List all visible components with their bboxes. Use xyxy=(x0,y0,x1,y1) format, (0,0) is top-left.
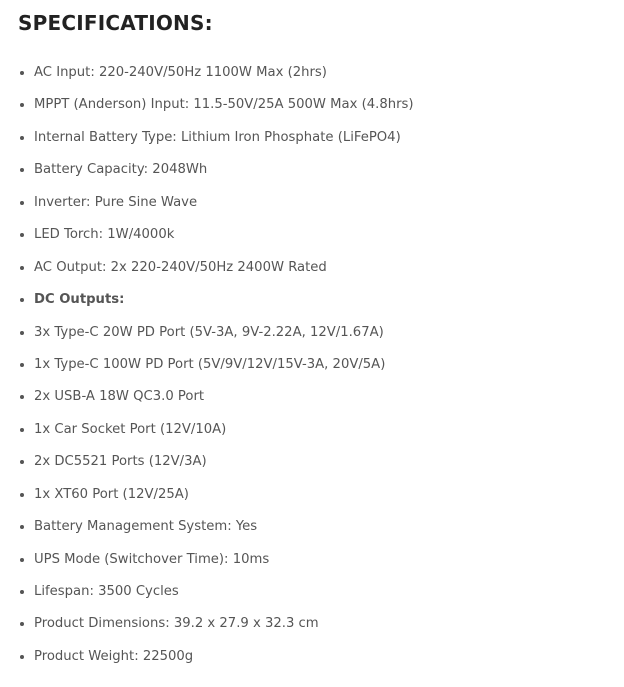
bullet-icon xyxy=(20,71,24,75)
bullet-icon xyxy=(20,525,24,529)
bullet-icon xyxy=(20,622,24,626)
bullet-icon xyxy=(20,201,24,205)
bullet-icon xyxy=(20,103,24,107)
spec-list-item xyxy=(0,479,624,511)
bullet-icon xyxy=(20,233,24,237)
bullet-icon xyxy=(20,298,24,302)
bullet-icon xyxy=(20,331,24,335)
bullet-icon xyxy=(20,395,24,399)
spec-list-item xyxy=(0,219,624,251)
spec-text: 1x Car Socket Port (12V/10A) xyxy=(34,421,227,437)
bullet-icon xyxy=(20,558,24,562)
spec-list-item xyxy=(0,349,624,381)
bullet-icon xyxy=(20,363,24,367)
spec-text: MPPT (Anderson) Input: 11.5-50V/25A 500W Max (4.8hrs) xyxy=(34,97,414,113)
bullet-icon xyxy=(20,266,24,270)
spec-text: UPS Mode (Switchover Time): 10ms xyxy=(34,551,270,567)
bullet-icon xyxy=(20,428,24,432)
spec-text: DC Outputs: xyxy=(34,292,125,308)
spec-list-item xyxy=(0,544,624,576)
bullet-icon xyxy=(20,136,24,140)
spec-list-item xyxy=(0,252,624,284)
spec-list-item xyxy=(0,576,624,608)
specifications-list xyxy=(0,57,624,673)
spec-text: AC Output: 2x 220-240V/50Hz 2400W Rated xyxy=(34,259,327,275)
spec-text: AC Input: 220-240V/50Hz 1100W Max (2hrs) xyxy=(34,65,327,80)
spec-text: 2x USB-A 18W QC3.0 Port xyxy=(34,389,205,405)
spec-text: Lifespan: 3500 Cycles xyxy=(34,584,179,599)
bullet-icon xyxy=(20,590,24,594)
spec-text: Internal Battery Type: Lithium Iron Phosphate (LiFePO4) xyxy=(34,129,401,145)
bullet-icon xyxy=(20,655,24,659)
spec-list-item xyxy=(0,317,624,349)
spec-list-item xyxy=(0,641,624,673)
spec-text: 1x Type-C 100W PD Port (5V/9V/12V/15V-3A, 20V/5A) xyxy=(34,356,386,372)
spec-list-item xyxy=(0,154,624,186)
spec-text: LED Torch: 1W/4000k xyxy=(34,227,175,243)
specifications-heading: SPECIFICATIONS: xyxy=(18,11,213,35)
spec-text: Inverter: Pure Sine Wave xyxy=(34,194,198,210)
spec-list-item xyxy=(0,122,624,154)
spec-list-item xyxy=(0,284,624,316)
spec-text: 2x DC5521 Ports (12V/3A) xyxy=(34,454,207,470)
bullet-icon xyxy=(20,493,24,497)
spec-list-item xyxy=(0,414,624,446)
spec-text: Product Dimensions: 39.2 x 27.9 x 32.3 cm xyxy=(34,616,319,632)
spec-list-item xyxy=(0,608,624,640)
bullet-icon xyxy=(20,168,24,172)
spec-list-item xyxy=(0,381,624,413)
spec-list-item xyxy=(0,89,624,121)
spec-text: Battery Management System: Yes xyxy=(34,519,258,535)
bullet-icon xyxy=(20,460,24,464)
spec-list-item xyxy=(0,511,624,543)
spec-text: 3x Type-C 20W PD Port (5V-3A, 9V-2.22A, 12V/1.67A) xyxy=(34,324,384,340)
spec-text: Product Weight: 22500g xyxy=(34,648,194,664)
spec-list-item xyxy=(0,187,624,219)
spec-list-item xyxy=(0,57,624,89)
spec-text: 1x XT60 Port (12V/25A) xyxy=(34,486,189,502)
spec-list-item xyxy=(0,446,624,478)
spec-text: Battery Capacity: 2048Wh xyxy=(34,162,208,178)
